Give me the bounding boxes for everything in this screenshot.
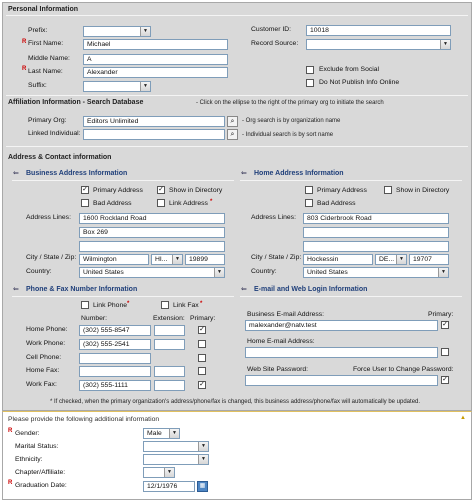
divider	[6, 15, 468, 16]
divider	[240, 296, 462, 297]
business-city-field[interactable]: Wilmington	[79, 254, 149, 265]
link-phone-checkbox[interactable]	[81, 301, 89, 309]
home-address-line-1[interactable]: 803 Ciderbrook Road	[303, 213, 449, 224]
business-csz-label: City / State / Zip:	[26, 254, 77, 261]
asterisk-icon: *	[210, 199, 213, 205]
suffix-select[interactable]	[83, 81, 151, 92]
affiliation-title: Affiliation Information - Search Database	[8, 99, 144, 106]
asterisk-icon: *	[200, 301, 203, 307]
home-address-lines-label: Address Lines:	[251, 214, 296, 221]
work-phone-extension[interactable]	[154, 339, 185, 350]
cell-phone-primary-checkbox[interactable]	[198, 354, 206, 362]
section-expand-icon[interactable]: ⇐	[13, 286, 19, 293]
primary-org-field[interactable]: Editors Unlimited	[83, 116, 225, 127]
linked-individual-field[interactable]	[83, 129, 225, 140]
home-primary-address-label: Primary Address	[317, 187, 367, 194]
work-fax-primary-checkbox[interactable]: ✓	[199, 381, 205, 388]
primary-column-header: Primary:	[190, 315, 216, 322]
link-fax-label: Link Fax	[173, 302, 199, 309]
work-fax-label: Work Fax:	[26, 381, 57, 388]
chevron-down-icon: ▼	[214, 268, 224, 277]
home-bad-address-checkbox[interactable]	[305, 199, 313, 207]
record-source-label: Record Source:	[251, 40, 299, 47]
work-phone-field[interactable]: (302) 555-2541	[79, 339, 151, 350]
home-show-directory-label: Show in Directory	[396, 187, 450, 194]
middle-name-label: Middle Name:	[28, 55, 70, 62]
scroll-up-icon[interactable]: ▲	[460, 415, 466, 421]
divider	[6, 146, 468, 147]
home-fax-label: Home Fax:	[26, 367, 60, 374]
middle-name-field[interactable]: A	[83, 54, 228, 65]
home-phone-label: Home Phone:	[26, 326, 68, 333]
divider	[240, 180, 462, 181]
marital-status-label: Marital Status:	[15, 443, 59, 450]
work-fax-extension[interactable]	[154, 380, 185, 391]
no-publish-label: Do Not Publish Info Online	[319, 79, 400, 86]
additional-info-intro: Please provide the following additional information	[8, 416, 160, 423]
affiliation-hint: - Click on the ellipse to the right of the primary org to initiate the search	[196, 100, 384, 106]
home-country-select[interactable]: United States ▼	[303, 267, 449, 278]
chevron-down-icon: ▼	[172, 255, 182, 264]
home-email-field[interactable]	[245, 347, 438, 358]
magnifier-icon[interactable]: ⌕	[227, 129, 238, 140]
force-change-checkbox[interactable]: ✓	[442, 376, 448, 383]
prefix-label: Prefix:	[28, 27, 48, 34]
cell-phone-field[interactable]	[79, 353, 151, 364]
extension-column-header: Extension:	[153, 315, 185, 322]
linked-individual-note: - Individual search is by sort name	[242, 132, 334, 138]
home-fax-primary-checkbox[interactable]	[198, 367, 206, 375]
force-change-label: Force User to Change Password:	[353, 366, 454, 373]
divider	[12, 180, 234, 181]
phone-fax-title: Phone & Fax Number Information	[26, 286, 138, 293]
home-csz-label: City / State / Zip:	[251, 254, 302, 261]
marital-status-select[interactable]	[143, 441, 209, 452]
home-phone-primary-checkbox[interactable]: ✓	[199, 326, 205, 333]
chapter-affiliate-select[interactable]	[143, 467, 175, 478]
email-primary-label: Primary:	[428, 311, 454, 318]
work-phone-label: Work Phone:	[26, 340, 66, 347]
prefix-select[interactable]	[83, 26, 151, 37]
chevron-down-icon: ▼	[164, 468, 174, 477]
home-email-primary-checkbox[interactable]	[441, 348, 449, 356]
business-email-field[interactable]: malexander@natv.test	[245, 320, 438, 331]
business-address-line-2[interactable]: Box 269	[79, 227, 225, 238]
customer-id-field[interactable]: 10018	[306, 25, 451, 36]
home-zip-field[interactable]: 19707	[409, 254, 449, 265]
home-phone-extension[interactable]	[154, 325, 185, 336]
business-country-label: Country:	[26, 268, 52, 275]
home-primary-address-checkbox[interactable]	[305, 186, 313, 194]
customer-id-label: Customer ID:	[251, 26, 292, 33]
primary-org-note: - Org search is by organization name	[242, 118, 341, 124]
business-zip-field[interactable]: 19899	[185, 254, 225, 265]
home-email-label: Home E-mail Address:	[247, 338, 315, 345]
work-phone-primary-checkbox[interactable]	[198, 340, 206, 348]
business-bad-address-label: Bad Address	[93, 200, 132, 207]
chevron-down-icon: ▼	[169, 429, 179, 438]
gender-label: Gender:	[15, 430, 40, 437]
required-icon: R	[8, 428, 13, 434]
magnifier-icon[interactable]: ⌕	[227, 116, 238, 127]
home-address-line-3[interactable]	[303, 241, 449, 252]
business-state-select[interactable]: HI... ▼	[151, 254, 183, 265]
home-fax-extension[interactable]	[154, 366, 185, 377]
email-web-title: E-mail and Web Login Information	[254, 286, 368, 293]
home-fax-field[interactable]	[79, 366, 151, 377]
linked-individual-label: Linked Individual:	[28, 130, 81, 137]
divider	[6, 95, 468, 96]
home-address-title: Home Address Information	[254, 170, 344, 177]
suffix-label: Suffix:	[28, 82, 47, 89]
graduation-date-label: Graduation Date:	[15, 482, 67, 489]
no-publish-checkbox[interactable]	[306, 79, 314, 87]
last-name-field[interactable]: Alexander	[83, 67, 228, 78]
divider	[12, 296, 234, 297]
home-city-field[interactable]: Hockessin	[303, 254, 373, 265]
ethnicity-label: Ethnicity:	[15, 456, 43, 463]
password-label: Web Site Password:	[247, 366, 309, 373]
first-name-label: First Name:	[28, 40, 64, 47]
work-fax-field[interactable]: (302) 555-1111	[79, 380, 151, 391]
personal-info-title: Personal Information	[8, 6, 79, 13]
business-primary-address-label: Primary Address	[93, 187, 143, 194]
password-field[interactable]	[245, 375, 438, 386]
business-show-directory-checkbox[interactable]: ✓	[158, 186, 164, 193]
business-address-lines-label: Address Lines:	[26, 214, 71, 221]
chapter-affiliate-label: Chapter/Affiliate:	[15, 469, 66, 476]
business-bad-address-checkbox[interactable]	[81, 199, 89, 207]
primary-org-label: Primary Org:	[28, 117, 67, 124]
business-email-primary-checkbox[interactable]: ✓	[442, 321, 448, 328]
required-icon: R	[22, 39, 27, 45]
chevron-down-icon: ▼	[396, 255, 406, 264]
chevron-down-icon: ▼	[198, 442, 208, 451]
home-country-label: Country:	[251, 268, 277, 275]
address-contact-title: Address & Contact information	[8, 154, 112, 161]
record-source-select[interactable]	[306, 39, 451, 50]
home-state-select[interactable]: DE... ▼	[375, 254, 407, 265]
exclude-social-checkbox[interactable]	[306, 66, 314, 74]
additional-info-panel	[2, 411, 472, 500]
link-footnote: * If checked, when the primary organization's address/phone/fax is changed, this business address/phone/fax will automatically be updated.	[50, 399, 421, 405]
cell-phone-label: Cell Phone:	[26, 354, 62, 361]
home-phone-field[interactable]: (302) 555-8547	[79, 325, 151, 336]
business-show-directory-label: Show in Directory	[169, 187, 223, 194]
required-icon: R	[22, 66, 27, 72]
first-name-field[interactable]: Michael	[83, 39, 228, 50]
home-show-directory-checkbox[interactable]	[384, 186, 392, 194]
exclude-social-label: Exclude from Social	[319, 66, 380, 73]
gender-select[interactable]: Male ▼	[143, 428, 180, 439]
chevron-down-icon: ▼	[140, 82, 150, 91]
ethnicity-select[interactable]	[143, 454, 209, 465]
chevron-down-icon: ▼	[198, 455, 208, 464]
chevron-down-icon: ▼	[140, 27, 150, 36]
last-name-label: Last Name:	[28, 68, 63, 75]
home-address-line-2[interactable]	[303, 227, 449, 238]
chevron-down-icon: ▼	[440, 40, 450, 49]
business-country-select[interactable]: United States ▼	[79, 267, 225, 278]
business-address-line-1[interactable]: 1600 Rockland Road	[79, 213, 225, 224]
section-expand-icon[interactable]: ⇐	[241, 170, 247, 177]
link-fax-checkbox[interactable]	[161, 301, 169, 309]
home-bad-address-label: Bad Address	[317, 200, 356, 207]
section-expand-icon[interactable]: ⇐	[13, 170, 19, 177]
chevron-down-icon: ▼	[438, 268, 448, 277]
number-column-header: Number:	[81, 315, 108, 322]
asterisk-icon: *	[127, 301, 130, 307]
business-address-line-3[interactable]	[79, 241, 225, 252]
calendar-icon[interactable]: ▦	[197, 481, 208, 492]
business-primary-address-checkbox[interactable]: ✓	[82, 186, 88, 193]
business-address-title: Business Address Information	[26, 170, 128, 177]
business-link-address-label: Link Address	[169, 200, 208, 207]
link-phone-label: Link Phone	[93, 302, 128, 309]
section-expand-icon[interactable]: ⇐	[241, 286, 247, 293]
graduation-date-field[interactable]: 12/1/1976	[143, 481, 195, 492]
business-email-label: Business E-mail Address:	[247, 311, 325, 318]
required-icon: R	[8, 480, 13, 486]
business-link-address-checkbox[interactable]	[157, 199, 165, 207]
